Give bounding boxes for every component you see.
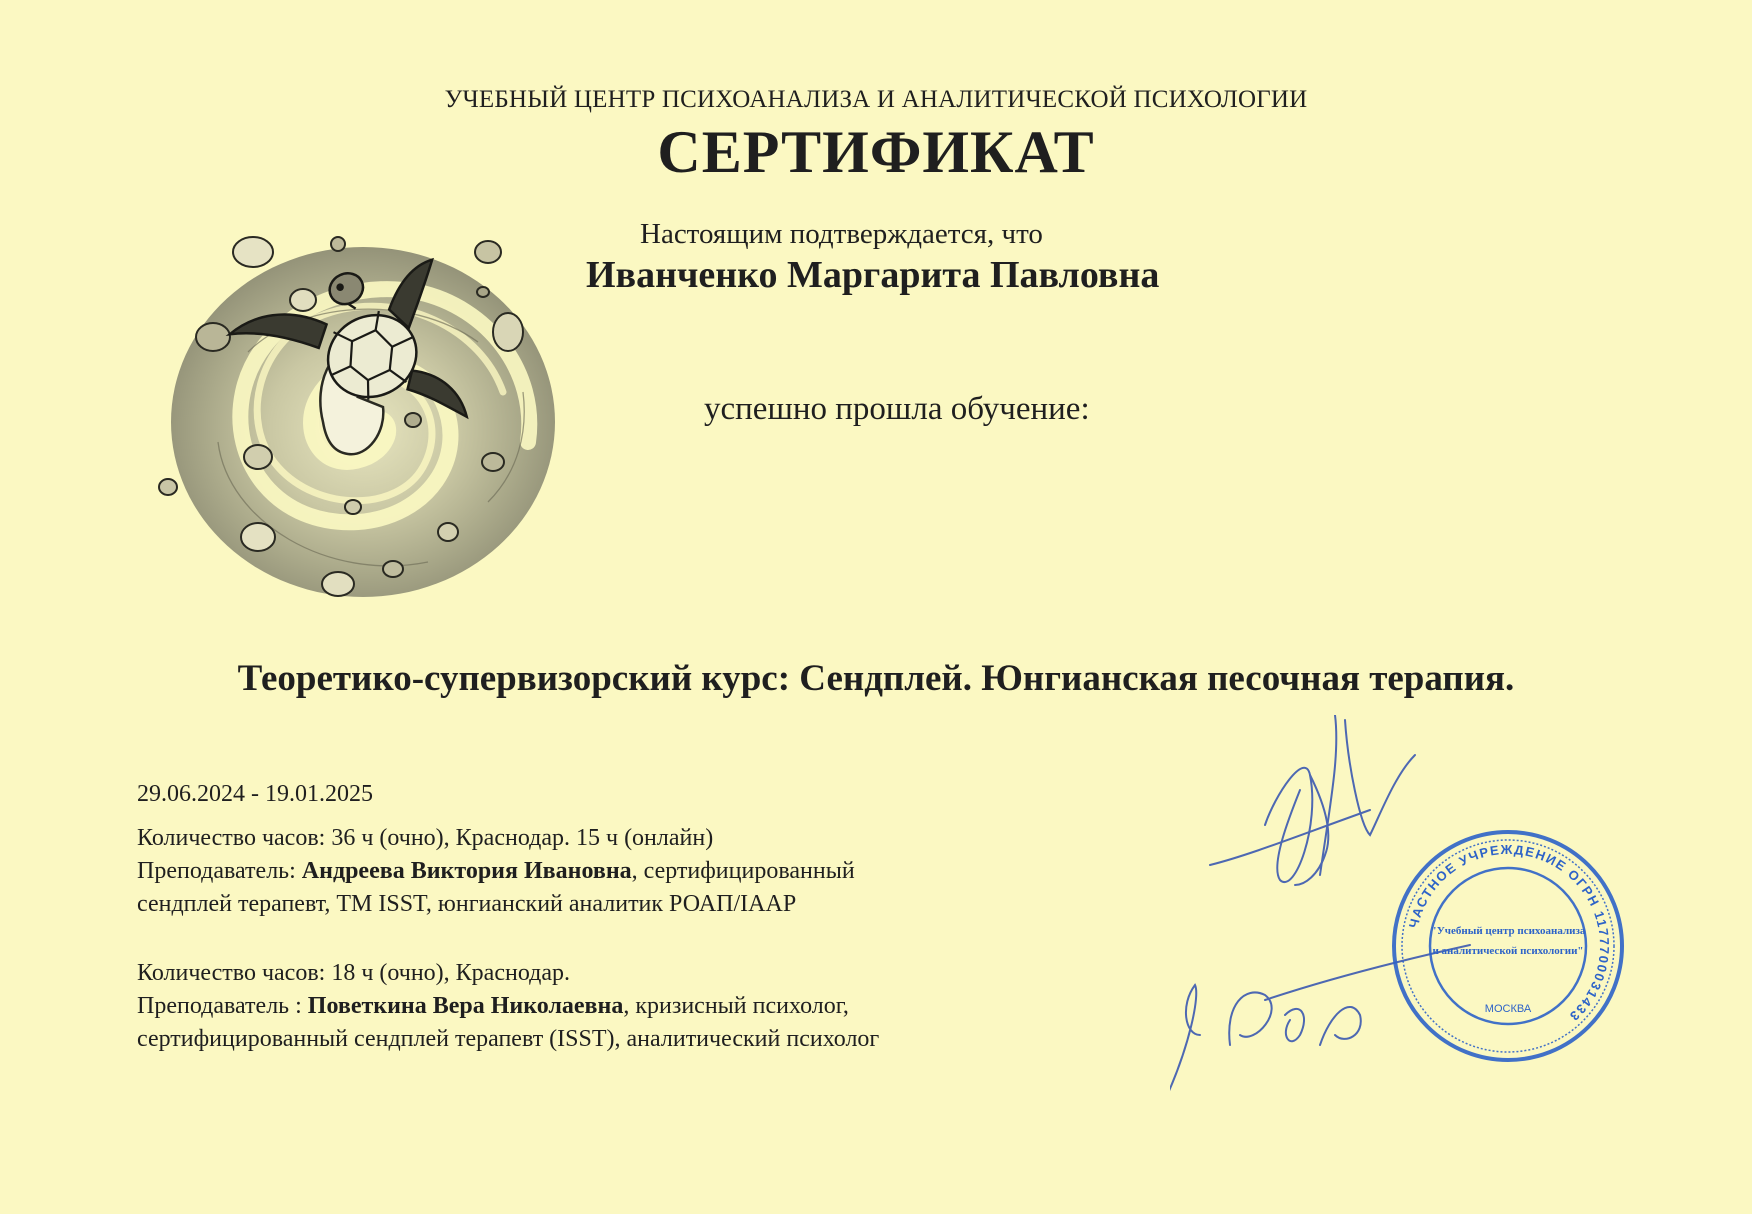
recipient-name: Иванченко Маргарита Павловна bbox=[586, 254, 1160, 296]
completion-text: успешно прошла обучение: bbox=[704, 391, 1090, 427]
teacher-label: Преподаватель: bbox=[137, 858, 302, 884]
teacher-block-1 bbox=[137, 822, 855, 921]
organization-header: УЧЕБНЫЙ ЦЕНТР ПСИХОАНАЛИЗА И АНАЛИТИЧЕСКОЙ ПСИХОЛОГИИ bbox=[444, 86, 1308, 113]
stamp-inner-line-2: и аналитической психологии" bbox=[1432, 945, 1584, 957]
teacher-block-2 bbox=[137, 957, 879, 1056]
teacher-label: Преподаватель : bbox=[137, 993, 308, 1019]
course-title: Теоретико-супервизорский курс: Сендплей. Юнгианская песочная терапия. bbox=[237, 658, 1515, 699]
stamp-inner-line-1: "Учебный центр психоанализа bbox=[1430, 925, 1586, 937]
hours-line: Количество часов: 36 ч (очно), Краснодар. 15 ч (онлайн) bbox=[137, 825, 714, 851]
teacher-line bbox=[137, 990, 879, 1023]
certificate-title: СЕРТИФИКАТ bbox=[657, 119, 1095, 185]
teacher-description: , сертифицированный bbox=[631, 858, 855, 884]
teacher-credentials: сертифицированный сендплей терапевт (ISST), аналитический психолог bbox=[137, 1026, 880, 1052]
teacher-name: Поветкина Вера Николаевна bbox=[307, 993, 624, 1019]
teacher-description: , кризисный психолог, bbox=[623, 993, 849, 1019]
turtle-hatching-spiral-icon bbox=[158, 232, 568, 612]
teacher-credentials: сендплей терапевт, TM ISST, юнгианский аналитик РОАП/IAAP bbox=[137, 891, 797, 917]
course-dates: 29.06.2024 - 19.01.2025 bbox=[137, 781, 373, 807]
stamp-city: МОСКВА bbox=[1484, 1003, 1532, 1015]
stamp-outer-text: ЧАСТНОЕ УЧРЕЖДЕНИЕ ОГРН 1177700031433 bbox=[1405, 841, 1613, 1025]
stamp-seal-icon bbox=[1388, 826, 1628, 1066]
teacher-name: Андреева Виктория Ивановна bbox=[301, 858, 632, 884]
confirmation-text: Настоящим подтверждается, что bbox=[640, 218, 1043, 250]
hours-line: Количество часов: 18 ч (очно), Краснодар. bbox=[137, 960, 570, 986]
teacher-line bbox=[137, 855, 855, 888]
